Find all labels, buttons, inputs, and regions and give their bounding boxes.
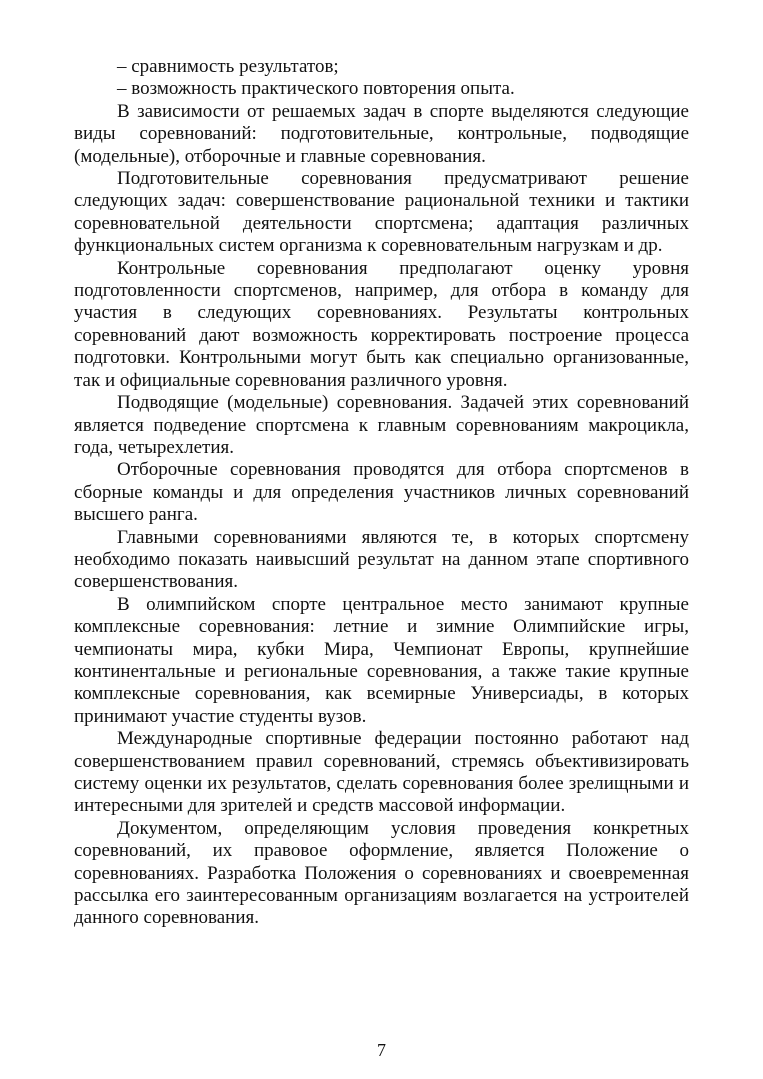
list-item-repeatability: – возможность практического повторения опыта. (117, 78, 515, 100)
paragraph-lead-up-competitions: Подводящие (модельные) соревнования. Задачей этих соревнований является подведение спортсмена к главным соревнованиям макроцикла, года, четырехлетия. (74, 392, 689, 458)
paragraph-competition-types: В зависимости от решаемых задач в спорте выделяются следующие виды соревнований: подготовительные, контрольные, подводящие (модельные), отборочные и главные соревнования. (74, 100, 689, 167)
paragraph-competition-regulations: Документом, определяющим условия проведения конкретных соревнований, их правовое оформление, является Положение о соревнованиях. Разработка Положения о соревнованиях и своевременная рассылка его заинтересованным организациям возлагается на устроителей данного соревнования. (74, 817, 689, 929)
page-number: 7 (377, 1040, 386, 1060)
list-item-comparability: – сравнимость результатов; (117, 56, 339, 77)
document-page (74, 56, 689, 930)
paragraph-international-federations: Международные спортивные федерации постоянно работают над совершенствованием правил соревнований, стремясь объективизировать систему оценки их результатов, сделать соревнования более зрелищными и интересными для зрителей и средств массовой информации. (74, 728, 689, 817)
paragraph-control-competitions: Контрольные соревнования предполагают оценку уровня подготовленности спортсменов, например, для отбора в команду для участия в следующих соревнованиях. Результаты контрольных соревнований дают возможность корректировать построение процесса подготовки. Контрольными могут быть как специально организованные, так и официальные соревнования различного уровня. (74, 257, 689, 391)
paragraph-qualifying-competitions: Отборочные соревнования проводятся для отбора спортсменов в сборные команды и для определения участников личных соревнований высшего ранга. (74, 459, 689, 526)
paragraph-preparatory-competitions: Подготовительные соревнования предусматривают решение следующих задач: совершенствование рациональной техники и тактики соревновательной деятельности спортсмена; адаптация различных функциональных систем организма к соревновательным нагрузкам и др. (74, 168, 689, 257)
paragraph-main-competitions: Главными соревнованиями являются те, в которых спортсмену необходимо показать наивысший результат на данном этапе спортивного совершенствования. (74, 526, 689, 593)
paragraph-olympic-sport: В олимпийском спорте центральное место занимают крупные комплексные соревнования: летние и зимние Олимпийские игры, чемпионаты мира, кубки Мира, Чемпионат Европы, крупнейшие континентальные и региональные соревнования, а также такие крупные комплексные соревнования, как всемирные Универсиады, в которых принимают участие студенты вузов. (74, 593, 689, 727)
